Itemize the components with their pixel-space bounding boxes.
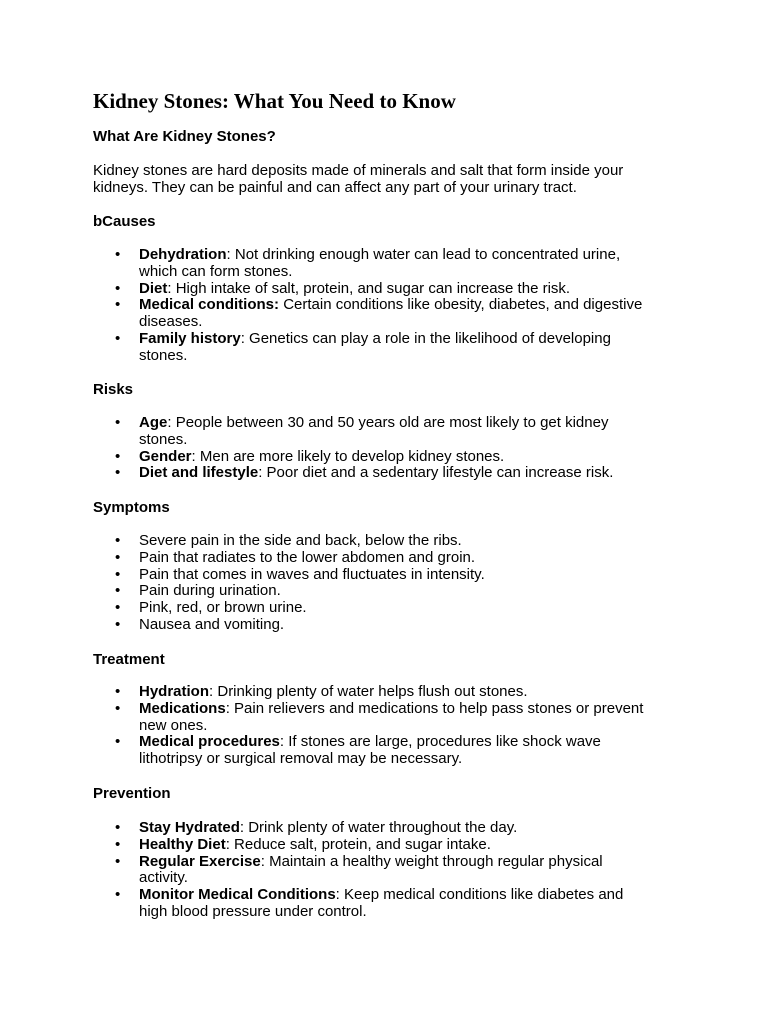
item-text: Genetics can play a role in the likelihood of developing stones.	[139, 329, 611, 364]
list-item	[93, 465, 653, 482]
list-item	[93, 533, 653, 550]
item-term: Family history	[139, 329, 241, 347]
list-item	[93, 684, 653, 701]
list-item	[93, 567, 653, 584]
item-term: Diet and lifestyle	[139, 464, 259, 482]
item-term: Stay Hydrated	[139, 819, 240, 836]
list-item	[93, 415, 653, 449]
item-separator: :	[335, 886, 344, 904]
list-item	[93, 331, 653, 365]
item-text: Drinking plenty of water helps flush out stones.	[217, 683, 528, 700]
item-text: Certain conditions like obesity, diabetes, and digestive diseases.	[139, 296, 643, 331]
item-text: Pain that comes in waves and fluctuates in intensity.	[139, 565, 485, 583]
item-separator: :	[225, 835, 235, 853]
bullet-icon: •	[115, 464, 121, 482]
symptoms-list	[93, 533, 653, 634]
section-heading-risks: Risks	[93, 381, 134, 398]
bullet-icon: •	[115, 582, 121, 600]
item-text: Pain relievers and medications to help pass stones or prevent new ones.	[139, 699, 644, 734]
bullet-icon: •	[115, 699, 121, 717]
item-text: Keep medical conditions like diabetes and high blood pressure under control.	[139, 886, 624, 920]
bullet-icon: •	[115, 599, 121, 617]
item-term: Diet	[139, 279, 168, 297]
list-item	[93, 281, 653, 298]
bullet-icon: •	[115, 548, 121, 566]
list-item	[93, 854, 653, 888]
item-text: People between 30 and 50 years old are most likely to get kidney stones.	[139, 414, 609, 448]
item-text: High intake of salt, protein, and sugar can increase the risk.	[175, 279, 571, 297]
list-item	[93, 297, 653, 331]
item-term: Medical conditions:	[139, 296, 280, 314]
item-separator: :	[209, 683, 218, 700]
section-heading-causes: bCauses	[93, 213, 156, 230]
bullet-icon: •	[115, 683, 121, 700]
item-term: Healthy Diet	[139, 835, 226, 853]
item-text: Severe pain in the side and back, below the ribs.	[139, 532, 462, 549]
item-text: Maintain a healthy weight through regular physical activity.	[139, 852, 603, 887]
item-term: Age	[139, 414, 168, 431]
section-heading-treatment: Treatment	[93, 651, 165, 668]
treatment-list	[93, 684, 653, 768]
item-term: Regular Exercise	[139, 852, 261, 870]
bullet-icon: •	[115, 565, 121, 583]
bullet-icon: •	[115, 414, 121, 431]
risks-list	[93, 415, 653, 482]
item-text: Men are more likely to develop kidney stones.	[199, 447, 505, 465]
list-item	[93, 701, 653, 735]
item-separator: :	[167, 414, 176, 431]
item-text: Pain during urination.	[139, 582, 281, 600]
item-separator: :	[260, 852, 270, 870]
prevention-list	[93, 820, 653, 921]
bullet-icon: •	[115, 886, 121, 904]
bullet-icon: •	[115, 819, 121, 836]
list-item	[93, 734, 653, 768]
item-term: Dehydration	[139, 246, 227, 263]
item-term: Medical procedures	[139, 733, 280, 751]
item-text: Nausea and vomiting.	[139, 615, 285, 633]
list-item	[93, 247, 653, 281]
bullet-icon: •	[115, 615, 121, 633]
item-separator: :	[258, 464, 267, 482]
bullet-icon: •	[115, 329, 121, 347]
item-term: Monitor Medical Conditions	[139, 886, 336, 904]
item-text: Pink, red, or brown urine.	[139, 599, 307, 617]
list-item	[93, 887, 653, 921]
intro-paragraph: Kidney stones are hard deposits made of minerals and salt that form inside your kidneys. They can be painful and can affect any part of your urinary tract.	[93, 162, 624, 196]
item-term: Gender	[139, 447, 192, 465]
bullet-icon: •	[115, 447, 121, 465]
item-term: Hydration	[139, 683, 210, 700]
list-item	[93, 820, 653, 837]
item-separator: :	[167, 279, 176, 297]
bullet-icon: •	[115, 279, 121, 297]
bullet-icon: •	[115, 532, 121, 549]
item-text: Pain that radiates to the lower abdomen and groin.	[139, 548, 476, 566]
item-separator: :	[225, 699, 235, 717]
item-separator: :	[240, 329, 250, 347]
item-text: Poor diet and a sedentary lifestyle can increase risk.	[266, 464, 614, 482]
item-text: Drink plenty of water throughout the day.	[248, 819, 518, 836]
list-item	[93, 550, 653, 567]
section-heading-symptoms: Symptoms	[93, 499, 170, 516]
list-item	[93, 583, 653, 600]
list-item	[93, 449, 653, 466]
bullet-icon: •	[115, 733, 121, 751]
list-item	[93, 837, 653, 854]
item-separator: :	[279, 733, 289, 751]
bullet-icon: •	[115, 246, 121, 263]
document-title: Kidney Stones: What You Need to Know	[93, 89, 456, 113]
item-text: Not drinking enough water can lead to concentrated urine, which can form stones.	[139, 246, 621, 280]
item-text: Reduce salt, protein, and sugar intake.	[234, 835, 491, 853]
item-separator: :	[226, 246, 235, 263]
item-separator: :	[239, 819, 249, 836]
section-heading-intro: What Are Kidney Stones?	[93, 128, 276, 145]
section-heading-prevention: Prevention	[93, 785, 171, 802]
item-separator: :	[191, 447, 200, 465]
list-item	[93, 617, 653, 634]
list-item	[93, 600, 653, 617]
bullet-icon: •	[115, 852, 121, 870]
item-text: If stones are large, procedures like shock wave lithotripsy or surgical removal may be necessary.	[139, 733, 601, 768]
causes-list	[93, 247, 653, 365]
bullet-icon: •	[115, 835, 121, 853]
item-term: Medications	[139, 699, 226, 717]
bullet-icon: •	[115, 296, 121, 314]
